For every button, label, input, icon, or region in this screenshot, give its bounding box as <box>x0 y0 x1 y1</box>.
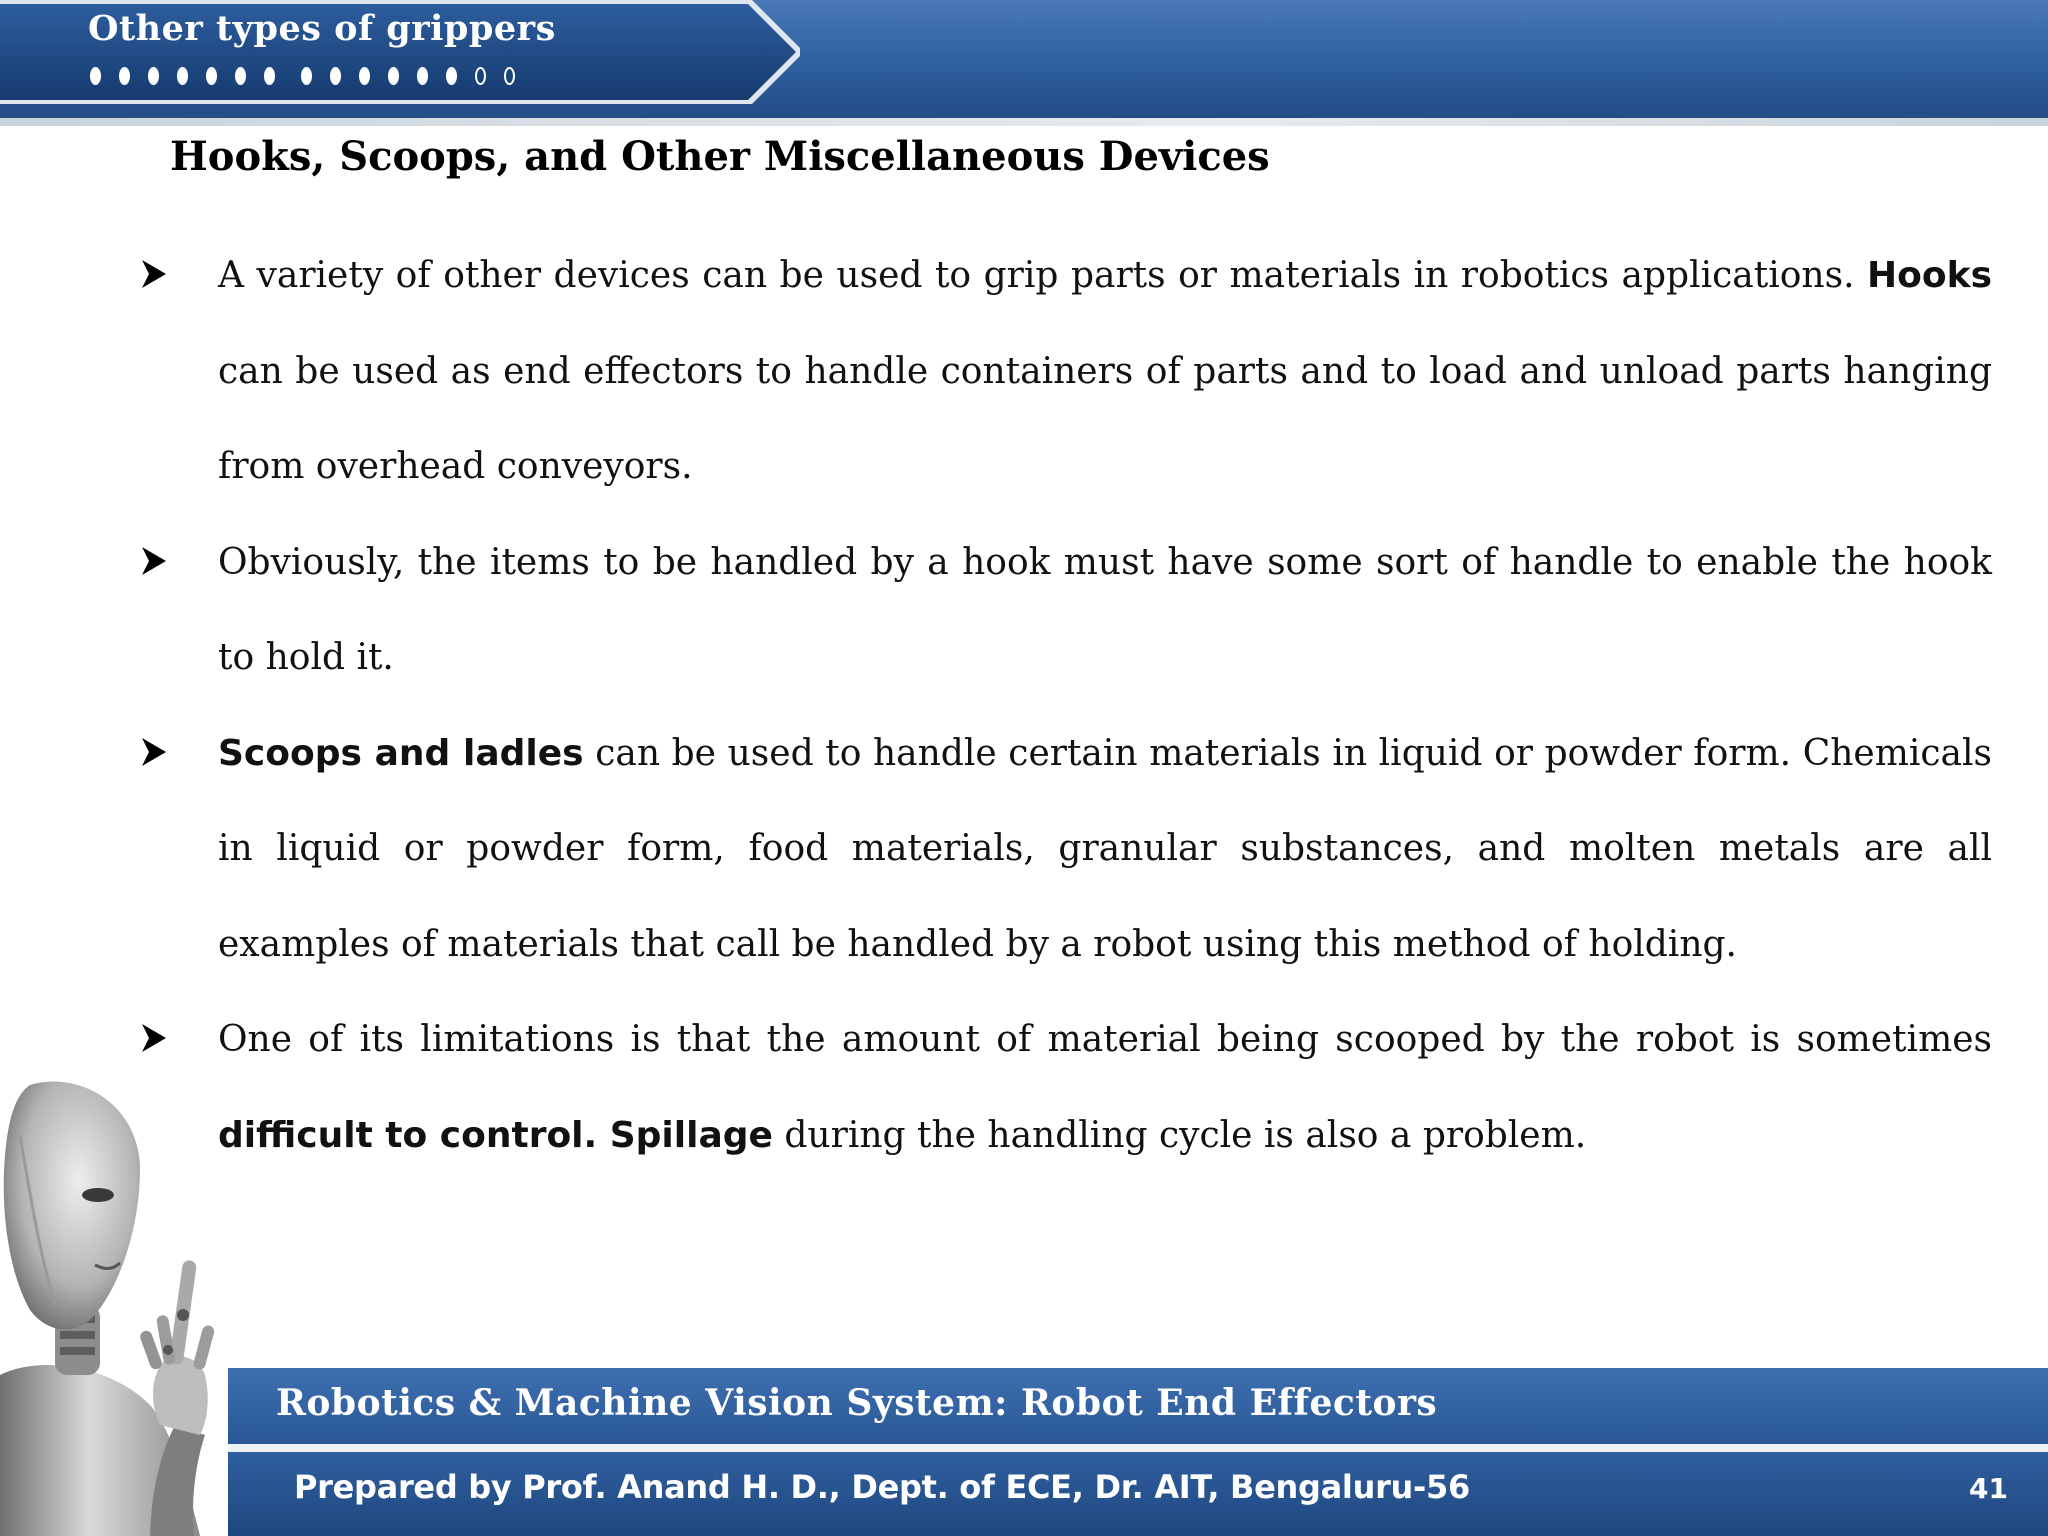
header-strip <box>0 118 2048 126</box>
footer-divider <box>228 1444 2048 1452</box>
bullet-text: during the handling cycle is also a problem. <box>772 1114 1587 1156</box>
bullet-bold-text: Scoops and ladles <box>218 732 584 774</box>
arrowhead-bullet-icon <box>140 256 168 292</box>
progress-dot-filled <box>90 67 101 85</box>
bullet-text: A variety of other devices can be used to grip parts or materials in robotics applications. <box>218 255 1868 296</box>
progress-dot-empty <box>504 67 515 85</box>
arrowhead-bullet-icon <box>140 734 168 770</box>
arrowhead-bullet-icon <box>140 543 168 579</box>
progress-dot-filled <box>177 67 188 85</box>
bullet-item <box>140 992 1992 1183</box>
page-number: 41 <box>1969 1472 2008 1505</box>
bullet-bold-text: difficult to control. Spillage <box>218 1114 773 1156</box>
progress-dot-filled <box>301 67 312 85</box>
progress-dot-filled <box>235 67 246 85</box>
section-heading: Hooks, Scoops, and Other Miscellaneous Devices <box>170 133 1270 180</box>
progress-dot-filled <box>417 67 428 85</box>
arrowhead-bullet-icon <box>140 1020 168 1056</box>
bullet-item <box>140 515 1992 706</box>
progress-dot-filled <box>206 67 217 85</box>
progress-dot-filled <box>359 67 370 85</box>
progress-dot-filled <box>446 67 457 85</box>
course-title: Robotics & Machine Vision System: Robot End Effectors <box>276 1382 1438 1424</box>
progress-dot-filled <box>264 67 275 85</box>
progress-dot-empty <box>475 67 486 85</box>
bullet-list <box>140 228 1992 1183</box>
bullet-text: can be used as end effectors to handle containers of parts and to load and unload parts hanging from overhead conveyors. <box>218 350 1992 487</box>
progress-dots <box>90 64 533 88</box>
progress-dot-filled <box>330 67 341 85</box>
author-credit: Prepared by Prof. Anand H. D., Dept. of ECE, Dr. AIT, Bengaluru-56 <box>294 1468 1470 1506</box>
bullet-text: can be used to handle certain materials in liquid or powder form. Chemicals in liquid or powder form, food materials, granular substances, and molten metals are all examples of materials that call be handled by a robot using this method of holding. <box>218 732 1992 965</box>
humanoid-robot-illustration <box>0 1075 230 1536</box>
slide-title: Other types of grippers <box>88 8 556 49</box>
bullet-text: One of its limitations is that the amount of material being scooped by the robot is sometimes <box>218 1019 1992 1060</box>
progress-dot-filled <box>388 67 399 85</box>
bullet-item <box>140 228 1992 515</box>
progress-dot-filled <box>148 67 159 85</box>
footer-band <box>228 1368 2048 1536</box>
progress-dot-filled <box>119 67 130 85</box>
bullet-item <box>140 706 1992 993</box>
bullet-bold-text: Hooks <box>1867 255 1992 296</box>
bullet-text: Obviously, the items to be handled by a hook must have some sort of handle to enable the hook to hold it. <box>218 541 1992 678</box>
